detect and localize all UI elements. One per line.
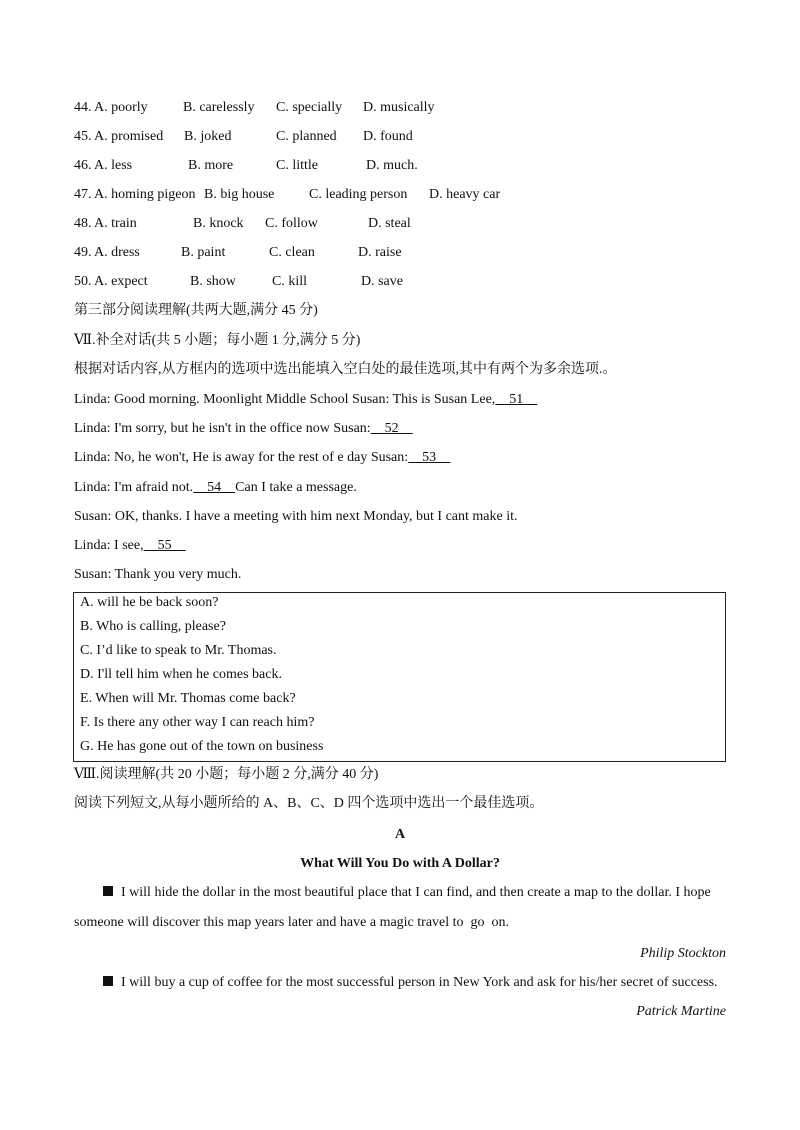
- option-b: B. carelessly: [183, 100, 255, 115]
- entry2-text: I will buy a cup of coffee for the most successful person in New York and ask for his/her secret of success.: [121, 975, 718, 990]
- option-a: A. dress: [94, 245, 140, 260]
- box-option-c: C. I’d like to speak to Mr. Thomas.: [80, 643, 277, 658]
- question-number: 46.: [74, 158, 92, 173]
- answer-blank: 52: [370, 421, 413, 436]
- box-option-a: A. will he be back soon?: [80, 595, 219, 610]
- dialog-line: [74, 566, 241, 584]
- entry2-author: Patrick Martine: [636, 1004, 726, 1019]
- option-b: B. big house: [204, 187, 275, 202]
- option-c: C. leading person: [309, 187, 408, 202]
- option-b: B. joked: [184, 129, 232, 144]
- option-b: B. more: [188, 158, 234, 173]
- question-number: 47.: [74, 187, 92, 202]
- option-c: C. planned: [276, 129, 337, 144]
- question-number: 44.: [74, 100, 92, 115]
- square-bullet-icon: [103, 976, 113, 986]
- option-d: D. save: [361, 274, 403, 289]
- option-c: C. little: [276, 158, 318, 173]
- option-d: D. steal: [368, 216, 411, 231]
- dialog-text: Linda: I'm sorry, but he isn't in the office now Susan:: [74, 421, 371, 436]
- section8-title: Ⅷ.阅读理解(共 20 小题；每小题 2 分,满分 40 分): [74, 767, 379, 782]
- box-option-b: B. Who is calling, please?: [80, 619, 226, 634]
- option-b: B. knock: [193, 216, 244, 231]
- option-d: D. much.: [366, 158, 418, 173]
- dialog-text: Can I take a message.: [235, 480, 357, 495]
- question-number: 48.: [74, 216, 92, 231]
- passage-letter: A: [394, 827, 406, 842]
- passage-title: What Will You Do with A Dollar?: [300, 856, 500, 871]
- dialog-line: [74, 479, 357, 497]
- entry1-text: I will hide the dollar in the most beautiful place that I can find, and then create a map to the dollar. I hope: [121, 885, 711, 900]
- option-a: A. promised: [94, 129, 164, 144]
- option-a: A. homing pigeon: [94, 187, 196, 202]
- dialog-text: Linda: No, he won't, He is away for the rest of e day Susan:: [74, 450, 409, 465]
- option-c: C. kill: [272, 274, 308, 289]
- dialog-text: Linda: I'm afraid not.: [74, 480, 194, 495]
- answer-blank: 55: [143, 538, 186, 553]
- option-d: D. musically: [363, 100, 435, 115]
- box-option-g: G. He has gone out of the town on business: [80, 739, 324, 754]
- option-c: C. specially: [276, 100, 343, 115]
- part3-title: 第三部分阅读理解(共两大题,满分 45 分): [74, 303, 318, 318]
- box-option-d: D. I'll tell him when he comes back.: [80, 667, 282, 682]
- dialog-text: Susan: OK, thanks. I have a meeting with him next Monday, but I cant make it.: [74, 509, 518, 524]
- dialog-line: [74, 508, 518, 526]
- dialog-line: [74, 391, 537, 409]
- section7-title: Ⅶ.补全对话(共 5 小题；每小题 1 分,满分 5 分): [74, 333, 361, 348]
- answer-blank: 53: [408, 450, 451, 465]
- square-bullet-icon: [103, 886, 113, 896]
- box-option-e: E. When will Mr. Thomas come back?: [80, 691, 296, 706]
- dialog-line: [74, 420, 413, 438]
- option-c: C. clean: [269, 245, 315, 260]
- entry1-first-line: [103, 884, 711, 902]
- option-a: A. poorly: [94, 100, 148, 115]
- options-box: [73, 592, 726, 762]
- dialog-line: [74, 449, 450, 467]
- option-a: A. expect: [94, 274, 148, 289]
- question-number: 49.: [74, 245, 92, 260]
- option-a: A. less: [94, 158, 133, 173]
- answer-blank: 54: [193, 480, 236, 495]
- section7-instructions: 根据对话内容,从方框内的选项中选出能填入空白处的最佳选项,其中有两个为多余选项.。: [74, 362, 617, 377]
- dialog-text: Linda: Good morning. Moonlight Middle School Susan: This is Susan Lee,: [74, 392, 496, 407]
- option-c: C. follow: [265, 216, 318, 231]
- box-option-f: F. Is there any other way I can reach him?: [80, 715, 315, 730]
- dialog-text: Susan: Thank you very much.: [74, 567, 242, 582]
- entry1-author: Philip Stockton: [640, 946, 726, 961]
- question-number: 50.: [74, 274, 92, 289]
- option-d: D. found: [363, 129, 413, 144]
- option-d: D. raise: [358, 245, 402, 260]
- dialog-text: Linda: I see,: [74, 538, 144, 553]
- option-b: B. show: [190, 274, 236, 289]
- option-b: B. paint: [181, 245, 226, 260]
- entry1-second-line: someone will discover this map years later and have a magic travel to go on.: [74, 915, 510, 930]
- dialog-line: [74, 537, 186, 555]
- section8-instructions: 阅读下列短文,从每小题所给的 A、B、C、D 四个选项中选出一个最佳选项。: [74, 796, 544, 811]
- option-d: D. heavy car: [429, 187, 501, 202]
- question-number: 45.: [74, 129, 92, 144]
- option-a: A. train: [94, 216, 137, 231]
- answer-blank: 51: [495, 392, 538, 407]
- entry2-first-line: [103, 974, 718, 992]
